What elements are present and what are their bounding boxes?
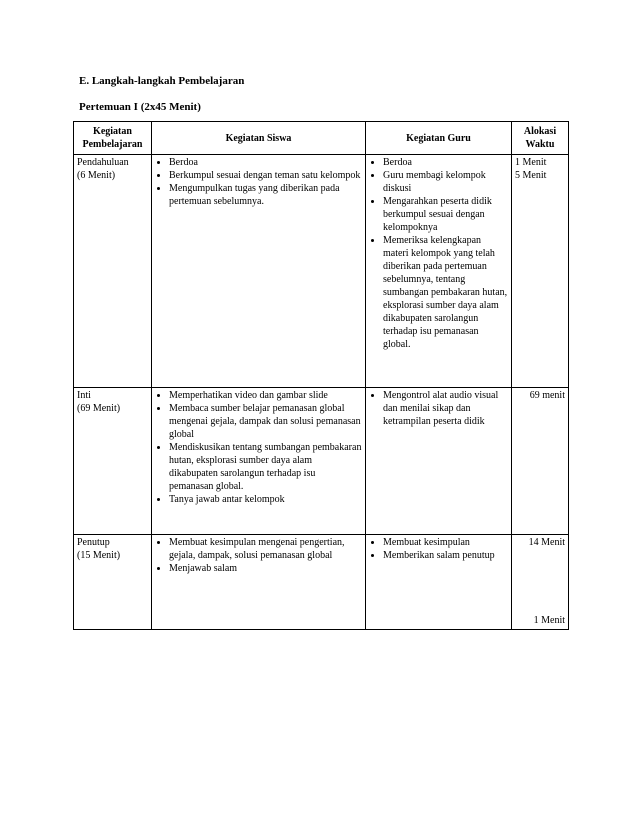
guru-activity-list [369, 389, 508, 428]
time-value: 14 Menit [528, 537, 565, 548]
header-kegiatan-line2: Pembelajaran [82, 139, 143, 150]
header-alokasi-line1: Alokasi [523, 126, 557, 137]
stage-cell [74, 535, 152, 630]
list-item: • Membuat kesimpulan mengenai pengertian, gejala, dampak, solusi pemanasan global [169, 536, 362, 562]
list-item: • Berdoa [169, 156, 362, 169]
stage-cell [74, 388, 152, 535]
time-value: 1 Menit [515, 157, 547, 168]
section-title: E. Langkah-langkah Pembelajaran [79, 75, 245, 87]
time-value: 5 Menit [515, 170, 547, 181]
time-allocation-cell [512, 155, 569, 388]
stage-name: Penutup [77, 537, 110, 548]
header-kegiatan-siswa: Kegiatan Siswa [152, 122, 366, 155]
header-alokasi-waktu [512, 122, 569, 155]
stage-duration: (15 Menit) [77, 550, 121, 561]
guru-activities-cell [366, 388, 512, 535]
list-item: • Memberikan salam penutup [383, 549, 508, 562]
list-item: • Guru membagi kelompok diskusi [383, 169, 508, 195]
list-item: • Memperhatikan video dan gambar slide [169, 389, 362, 402]
siswa-activities-cell [152, 388, 366, 535]
list-item: • Membuat kesimpulan [383, 536, 508, 549]
list-item: • Berkumpul sesuai dengan teman satu kelompok [169, 169, 362, 182]
table-row [74, 535, 569, 630]
siswa-activities-cell [152, 535, 366, 630]
siswa-activity-list [155, 156, 362, 208]
list-item: • Mendiskusikan tentang sumbangan pembakaran hutan, eksplorasi sumber daya alam dikabupaten sarolangun terhadap isu pemanasan global. [169, 441, 362, 493]
table-row [74, 388, 569, 535]
stage-name: Pendahuluan [77, 157, 129, 168]
time-spacer [515, 549, 565, 614]
list-item: • Menjawab salam [169, 562, 362, 575]
list-item: • Tanya jawab antar kelompok [169, 493, 362, 506]
header-kegiatan-pembelajaran [74, 122, 152, 155]
header-alokasi-line2: Waktu [525, 139, 555, 150]
stage-duration: (69 Menit) [77, 403, 121, 414]
list-item: • Mengontrol alat audio visual dan menilai sikap dan ketrampilan peserta didik [383, 389, 508, 428]
list-item: • Membaca sumber belajar pemanasan global mengenai gejala, dampak dan solusi pemanasan global [169, 402, 362, 441]
list-item: • Mengarahkan peserta didik berkumpul sesuai dengan kelompoknya [383, 195, 508, 234]
guru-activity-list [369, 156, 508, 351]
siswa-activity-list [155, 536, 362, 575]
siswa-activity-list [155, 389, 362, 506]
header-kegiatan-line1: Kegiatan [93, 126, 132, 137]
stage-cell [74, 155, 152, 388]
list-item: • Berdoa [383, 156, 508, 169]
stage-duration: (6 Menit) [77, 170, 116, 181]
guru-activity-list [369, 536, 508, 562]
time-value: 1 Menit [533, 615, 565, 626]
guru-activities-cell [366, 535, 512, 630]
stage-name: Inti [77, 390, 91, 401]
list-item: • Mengumpulkan tugas yang diberikan pada pertemuan sebelumnya. [169, 182, 362, 208]
table-header-row [74, 122, 569, 155]
table-row [74, 155, 569, 388]
guru-activities-cell [366, 155, 512, 388]
list-item: • Memeriksa kelengkapan materi kelompok yang telah diberikan pada pertemuan sebelumnya, tentang sumbangan pembakaran hutan, eksplorasi sumber daya alam dikabupaten sarolangun terhadap isu pemanasan global. [383, 234, 508, 351]
learning-steps-table [73, 121, 569, 630]
time-allocation-cell [512, 388, 569, 535]
session-title: Pertemuan I (2x45 Menit) [79, 101, 201, 113]
header-kegiatan-guru: Kegiatan Guru [366, 122, 512, 155]
time-allocation-cell [512, 535, 569, 630]
time-value: 69 menit [529, 390, 565, 401]
siswa-activities-cell [152, 155, 366, 388]
